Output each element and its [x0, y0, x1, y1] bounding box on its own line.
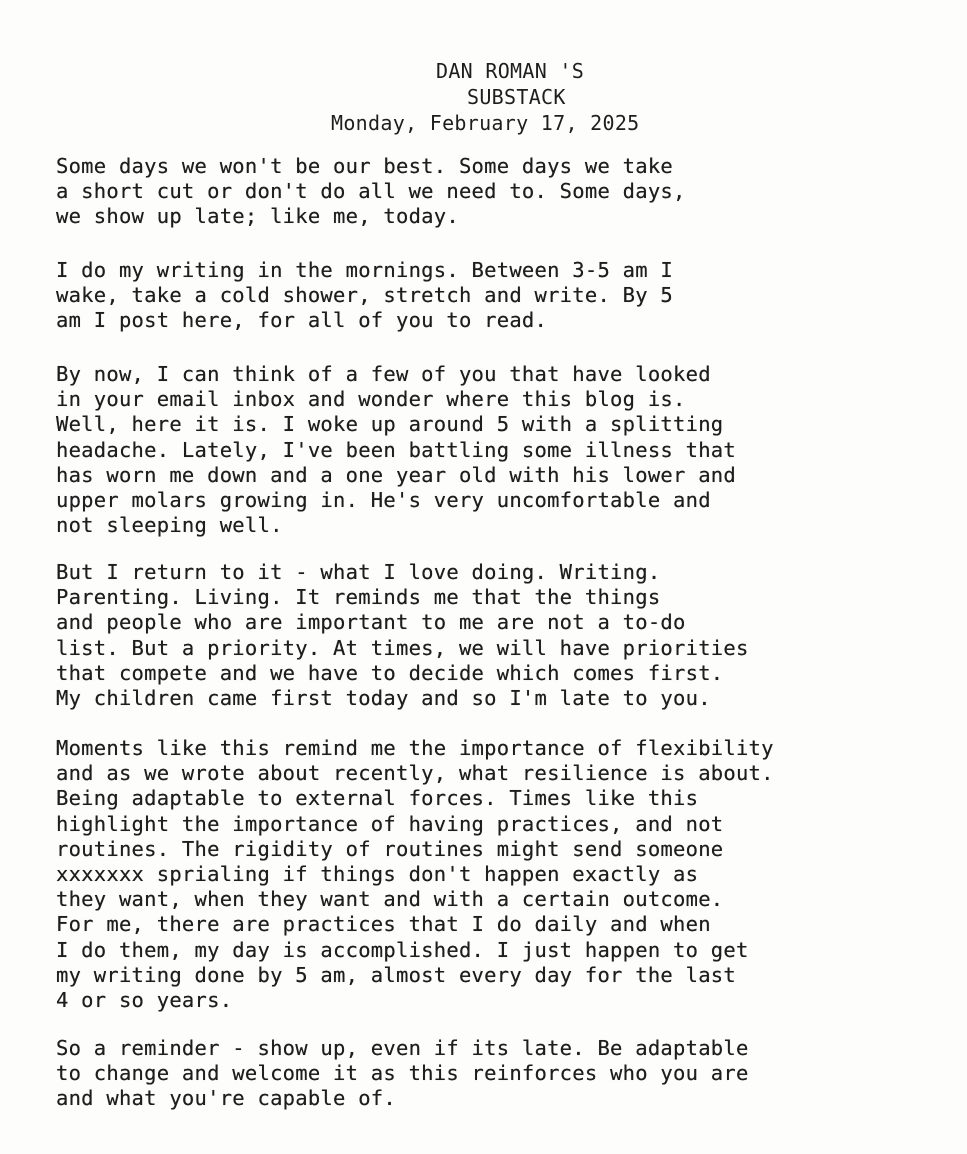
paragraph-3: By now, I can think of a few of you that have looked in your email inbox and wonder where this blog is. Well, here it is. I woke up around 5 with a splitting headache. Lately, I've been battling some illness that has worn me down and a one year old with his lower and upper molars growing in. He's very uncomfortable and not sleeping well.: [56, 362, 736, 538]
paragraph-5: Moments like this remind me the importance of flexibility and as we wrote about recently, what resilience is about. Being adaptable to external forces. Times like this highlight the importance of having practices, and not routines. The rigidity of routines might send someone xxxxxxx sprialing if things don't happen exactly as they want, when they want and with a certain outcome. For me, there are practices that I do daily and when I do them, my day is accomplished. I just happen to get my writing done by 5 am, almost every day for the last 4 or so years.: [56, 736, 774, 1013]
paragraph-2: I do my writing in the mornings. Between 3-5 am I wake, take a cold shower, stretch and write. By 5 am I post here, for all of you to read.: [56, 258, 674, 333]
paragraph-6: So a reminder - show up, even if its late. Be adaptable to change and welcome it as this reinforces who you are and what you're capable of.: [56, 1036, 749, 1111]
paragraph-4: But I return to it - what I love doing. Writing. Parenting. Living. It reminds me that the things and people who are important to me are not a to-do list. But a priority. At times, we will have priorities that compete and we have to decide which comes first. My children came first today and so I'm late to you.: [56, 560, 749, 711]
paragraph-1: Some days we won't be our best. Some days we take a short cut or don't do all we need to. Some days, we show up late; like me, today.: [56, 154, 686, 229]
post-date: Monday, February 17, 2025: [331, 111, 640, 135]
publication-title: SUBSTACK: [467, 85, 566, 109]
author-title: DAN ROMAN 'S: [436, 59, 585, 83]
